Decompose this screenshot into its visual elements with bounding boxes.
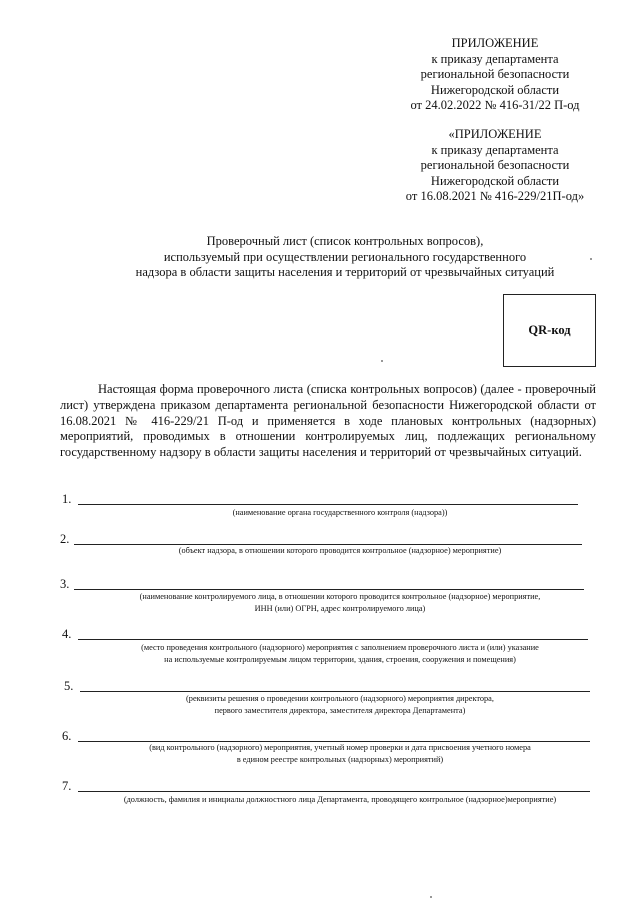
- appendix-header-line: региональной безопасности: [420, 158, 570, 172]
- field-caption: на используемые контролируемым лицом территории, здания, строения, сооружения и помещения): [164, 655, 516, 664]
- field-input-line[interactable]: [78, 639, 588, 640]
- appendix-header-line: к приказу департамента: [431, 51, 559, 66]
- field-number: 6.: [62, 729, 72, 743]
- appendix-header-order: от 24.02.2022 № 416-31/22 П-од: [410, 98, 580, 112]
- intro-paragraph: Настоящая форма проверочного листа (списка контрольных вопросов) (далее - проверочный лист) утверждена приказом департамента региональной безопасности Нижегородской области от 16.08.2021 № 416-229/21 П-од и применяется в ходе плановых контрольных (надзорных) мероприятий, проводимых в отношении контролируемых лиц, подлежащих региональному государственному надзору в области защиты населения и территорий от чрезвычайных ситуаций.: [60, 382, 596, 460]
- field-caption: (наименование органа государственного контроля (надзора)): [232, 508, 448, 517]
- field-number: 2.: [60, 532, 70, 546]
- qr-code-box: [503, 294, 596, 367]
- appendix-header-line: Нижегородской области: [430, 82, 560, 97]
- appendix-header-title: ПРИЛОЖЕНИЕ: [451, 36, 539, 50]
- field-number: 4.: [62, 627, 72, 641]
- field-caption: (реквизиты решения о проведении контрольного (надзорного) мероприятия директора,: [186, 694, 494, 703]
- document-title-line: Проверочный лист (список контрольных вопросов),: [206, 234, 484, 248]
- field-number: 5.: [64, 679, 74, 693]
- appendix-header-original: [360, 127, 630, 205]
- document-title-line: надзора в области защиты населения и территорий от чрезвычайных ситуаций: [135, 265, 555, 279]
- appendix-header-line: к приказу департамента: [431, 142, 559, 157]
- scan-speck: [381, 360, 383, 362]
- appendix-header-title: «ПРИЛОЖЕНИЕ: [448, 127, 542, 141]
- appendix-header-order: от 16.08.2021 № 416-229/21П-од»: [405, 189, 585, 203]
- field-input-line[interactable]: [78, 504, 578, 505]
- appendix-header-line: Нижегородской области: [430, 173, 560, 188]
- field-input-line[interactable]: [78, 791, 590, 792]
- qr-code-label: QR-код: [528, 323, 571, 337]
- field-input-line[interactable]: [80, 691, 590, 692]
- field-caption: (место проведения контрольного (надзорного) мероприятия с заполнением проверочного листа и (или) указание: [141, 643, 539, 652]
- field-caption: ИНН (или) ОГРН, адрес контролируемого лица): [254, 604, 426, 613]
- field-caption: (наименование контролируемого лица, в отношении которого проводится контрольное (надзорное) мероприятие,: [139, 592, 541, 601]
- scan-speck: [590, 258, 592, 260]
- appendix-header-line: региональной безопасности: [420, 67, 570, 81]
- scan-speck: [430, 896, 432, 898]
- appendix-header-current: [360, 36, 630, 114]
- field-caption: в едином реестре контрольных (надзорных) мероприятий): [236, 755, 444, 764]
- document-title: [60, 234, 630, 281]
- field-caption: (должность, фамилия и инициалы должностного лица Департамента, проводящего контрольное (надзорное)мероприятие): [123, 795, 557, 804]
- field-caption: (вид контрольного (надзорного) мероприятия, учетный номер проверки и дата присвоения учетного номера: [149, 743, 531, 752]
- field-input-line[interactable]: [74, 589, 584, 590]
- field-number: 3.: [60, 577, 70, 591]
- field-caption: первого заместителя директора, заместителя директора Департамента): [214, 706, 466, 715]
- field-caption: (объект надзора, в отношении которого проводится контрольное (надзорное) мероприятие): [178, 546, 502, 555]
- field-number: 7.: [62, 779, 72, 793]
- document-title-line: используемый при осуществлении регионального государственного: [163, 249, 527, 264]
- field-number: 1.: [62, 492, 72, 506]
